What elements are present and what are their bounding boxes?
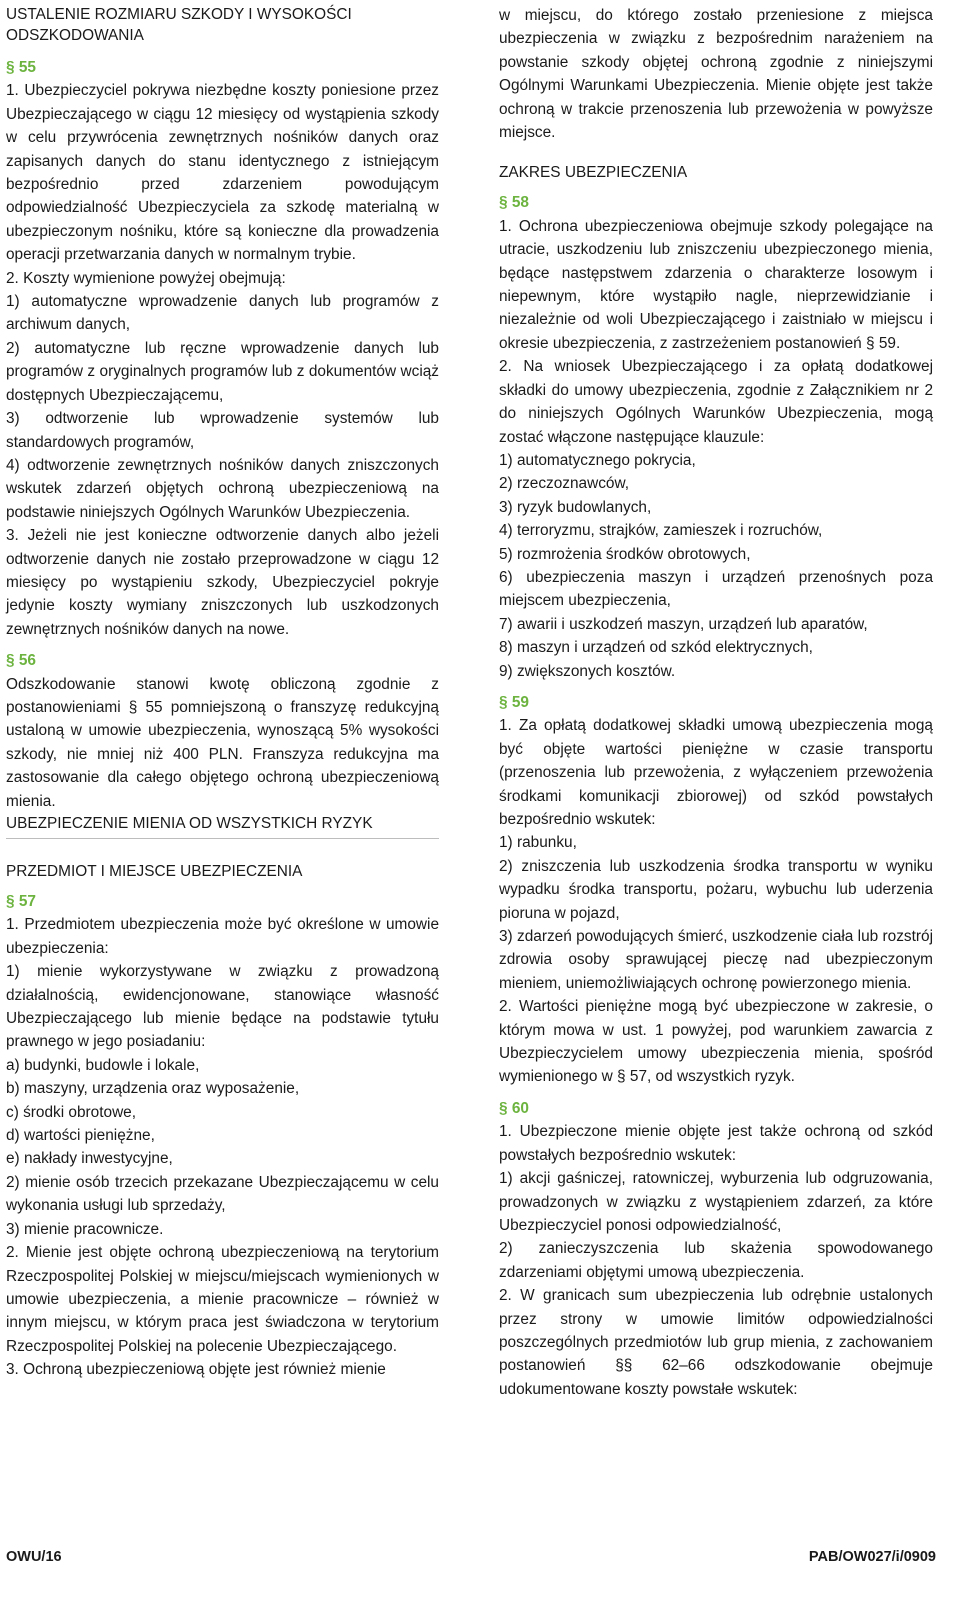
paragraph-sign-60: § 60 [499, 1099, 529, 1117]
s57-subitem-c: c) środki obrotowe, [6, 1103, 137, 1121]
s58-clause-1: 1) automatycznego pokrycia, [499, 451, 696, 469]
paragraph-sign-56: § 56 [6, 652, 36, 670]
s58-clause-9: 9) zwiększonych kosztów. [499, 662, 676, 680]
s60-point-1-item-2: 2) zanieczyszczenia lub skażenia spowodowanego zdarzeniami objętymi umową ubezpieczenia. [499, 1240, 933, 1281]
s58-point-1: 1. Ochrona ubezpieczeniowa obejmuje szkody polegające na utracie, uszkodzeniu lub zniszczeniu ubezpieczonego mienia, będące następstwem zdarzenia o charakterze losowym i niepewnym, które wystąpiło nagle, nieprzewidzianie i niezależnie od woli Ubezpieczającego i zaistniało w miejscu i okresie ubezpieczenia, z zastrzeżeniem postanowień § 59. [499, 217, 933, 352]
paragraph-sign-59: § 59 [499, 693, 529, 711]
s57-subitem-a: a) budynki, budowle i lokale, [6, 1056, 200, 1074]
s60-point-1-item-1: 1) akcji gaśniczej, ratowniczej, wyburzenia lub odgruzowania, prowadzonych w związku z wystąpieniem zdarzeń, za które Ubezpieczyciel ponosi odpowiedzialność, [499, 1170, 933, 1234]
footer-page-code: OWU/16 [6, 1549, 62, 1565]
left-column [6, 4, 439, 1382]
s55-point-2-item-1: 1) automatyczne wprowadzenie danych lub programów z archiwum danych, [6, 293, 439, 334]
s55-point-1: 1. Ubezpieczyciel pokrywa niezbędne koszty poniesione przez Ubezpieczającego w ciągu 12 miesięcy od wystąpienia szkody w celu przywrócenia zewnętrznych nośników danych oraz zapisanych danych do stanu identycznego z istniejącym bezpośrednio przed zdarzeniem powodującym odpowiedzialność Ubezpieczyciela za szkodę materialną w ubezpieczonym nośniku, które są konieczne dla prowadzenia operacji przetwarzania danych w normalnym trybie. [6, 82, 439, 264]
s58-clause-8: 8) maszyn i urządzeń od szkód elektrycznych, [499, 639, 813, 657]
footer-document-code: PAB/OW027/i/0909 [808, 1549, 936, 1565]
s56-text: Odszkodowanie stanowi kwotę obliczoną zgodnie z postanowieniami § 55 pomniejszoną o franszyzę redukcyjną ustaloną w umowie ubezpieczenia, wynoszącą 5% wysokości szkody, nie mniej niż 400 PLN. Franszyza redukcyjna ma zastosowanie dla całego objętego ochroną ubezpieczeniową mienia. [6, 675, 439, 810]
s58-clause-3: 3) ryzyk budowlanych, [499, 498, 652, 516]
s57-subitem-d: d) wartości pieniężne, [6, 1127, 155, 1145]
s58-clause-5: 5) rozmrożenia środków obrotowych, [499, 545, 751, 563]
s59-point-1-item-1: 1) rabunku, [499, 834, 577, 852]
s55-point-2-item-3: 3) odtworzenie lub wprowadzenie systemów lub standardowych programów, [6, 410, 439, 451]
s58-clause-6: 6) ubezpieczenia maszyn i urządzeń przenośnych poza miejscem ubezpieczenia, [499, 568, 933, 610]
s57-subitem-e: e) nakłady inwestycyjne, [6, 1150, 173, 1168]
s58-clause-2: 2) rzeczoznawców, [499, 475, 630, 493]
s57-point-1: 1. Przedmiotem ubezpieczenia może być określone w umowie ubezpieczenia: [6, 916, 439, 957]
s58-clause-4: 4) terroryzmu, strajków, zamieszek i rozruchów, [499, 522, 823, 540]
s57-point-1-item-1: 1) mienie wykorzystywane w związku z prowadzoną działalnością, ewidencjonowane, stanowiące własność Ubezpieczającego lub mienie będące na podstawie tytułu prawnego w jego posiadaniu: [6, 963, 439, 1051]
s59-point-1-item-3: 3) zdarzeń powodujących śmierć, uszkodzenie ciała lub rozstrój zdrowia osoby sprawującej pieczę nad ubezpieczonym mieniem, uniemożliwiających ochronę powierzonego mienia. [499, 928, 933, 992]
s58-point-2: 2. Na wniosek Ubezpieczającego i za opłatą dodatkowej składki do umowy ubezpieczenia, zgodnie z Załącznikiem nr 2 do niniejszych Ogólnych Warunków Ubezpieczenia, mogą zostać włączone następujące klauzule: [499, 358, 933, 446]
s60-point-1: 1. Ubezpieczone mienie objęte jest także ochroną od szkód powstałych bezpośrednio wskutek: [499, 1123, 933, 1164]
s58-clause-7: 7) awarii i uszkodzeń maszyn, urządzeń lub aparatów, [499, 615, 868, 633]
s57-point-2: 2. Mienie jest objęte ochroną ubezpieczeniową na terytorium Rzeczpospolitej Polskiej w miejscu/miejscach wymienionych w umowie ubezpieczenia, a mienie pracownicze – również w innym miejscu, w którym praca jest świadczona w terytorium Rzeczpospolitej Polskiej na polecenie Ubezpieczającego. [6, 1244, 439, 1355]
s57-point-3: 3. Ochroną ubezpieczeniową objęte jest również mienie [6, 1361, 386, 1379]
s55-point-3: 3. Jeżeli nie jest konieczne odtworzenie danych albo jeżeli odtworzenie danych nie zostało przeprowadzone w ciągu 12 miesięcy po wystąpieniu szkody, Ubezpieczyciel pokryje jedynie koszty wymiany zniszczonych lub uszkodzonych zewnętrznych nośników danych na nowe. [6, 527, 439, 638]
s55-point-2: 2. Koszty wymienione powyżej obejmują: [6, 269, 286, 287]
heading-damage-assessment: USTALENIE ROZMIARU SZKODY I WYSOKOŚCI ODSZKODOWANIA [6, 6, 352, 44]
section-title-all-risks: UBEZPIECZENIE MIENIA OD WSZYSTKICH RYZYK [6, 813, 439, 839]
s59-point-1-item-2: 2) zniszczenia lub uszkodzenia środka transportu w wyniku wypadku środka transportu, pożaru, wybuchu lub uderzenia pioruna w pojazd, [499, 857, 933, 922]
s57-point-1-item-2: 2) mienie osób trzecich przekazane Ubezpieczającemu w celu wykonania usługi lub sprzedaży, [6, 1173, 439, 1215]
paragraph-sign-58: § 58 [499, 194, 529, 212]
s60-point-2: 2. W granicach sum ubezpieczenia lub odrębnie ustalonych przez strony w umowie limitów odpowiedzialności poszczególnych przedmiotów lub grup mienia, z zachowaniem postanowień §§ 62–66 odszkodowanie obejmuje udokumentowane koszty powstałe wskutek: [499, 1287, 933, 1398]
paragraph-sign-57: § 57 [6, 893, 36, 910]
s55-point-2-item-4: 4) odtworzenie zewnętrznych nośników danych zniszczonych wskutek zdarzeń objętych ochroną ubezpieczeniową na podstawie niniejszych Ogólnych Warunków Ubezpieczenia. [6, 456, 439, 521]
heading-scope-of-insurance: ZAKRES UBEZPIECZENIA [499, 164, 688, 182]
s59-point-1: 1. Za opłatą dodatkowej składki umową ubezpieczenia mogą być objęte wartości pieniężne w czasie transportu (przenoszenia lub przewożenia, z wyłączeniem przewożenia środkami komunikacji zbiorowej) od szkód powstałych bezpośrednio wskutek: [499, 717, 933, 828]
right-column [499, 4, 933, 1401]
subheading-subject-and-place: PRZEDMIOT I MIEJSCE UBEZPIECZENIA [6, 863, 303, 880]
s59-point-2: 2. Wartości pieniężne mogą być ubezpieczone w zakresie, o którym mowa w ust. 1 powyżej, pod warunkiem zawarcia z Ubezpieczycielem umowy ubezpieczenia mienia, spośród wymienionego w § 57, od wszystkich ryzyk. [499, 998, 933, 1086]
s55-point-2-item-2: 2) automatyczne lub ręczne wprowadzenie danych lub programów z oryginalnych programów lub z dokumentów wciąż dostępnych Ubezpieczającemu, [6, 339, 439, 404]
s57-point-3-continuation: w miejscu, do którego zostało przeniesione z miejsca ubezpieczenia w związku z bezpośrednim narażeniem na powstanie szkody objętej ochroną zgodnie z niniejszymi Ogólnymi Warunkami Ubezpieczenia. Mienie objęte jest także ochroną w trakcie przenoszenia lub przewożenia w powyższe miejsce. [499, 7, 933, 142]
paragraph-sign-55: § 55 [6, 59, 36, 76]
s57-point-1-item-3: 3) mienie pracownicze. [6, 1220, 164, 1238]
s57-subitem-b: b) maszyny, urządzenia oraz wyposażenie, [6, 1080, 300, 1098]
